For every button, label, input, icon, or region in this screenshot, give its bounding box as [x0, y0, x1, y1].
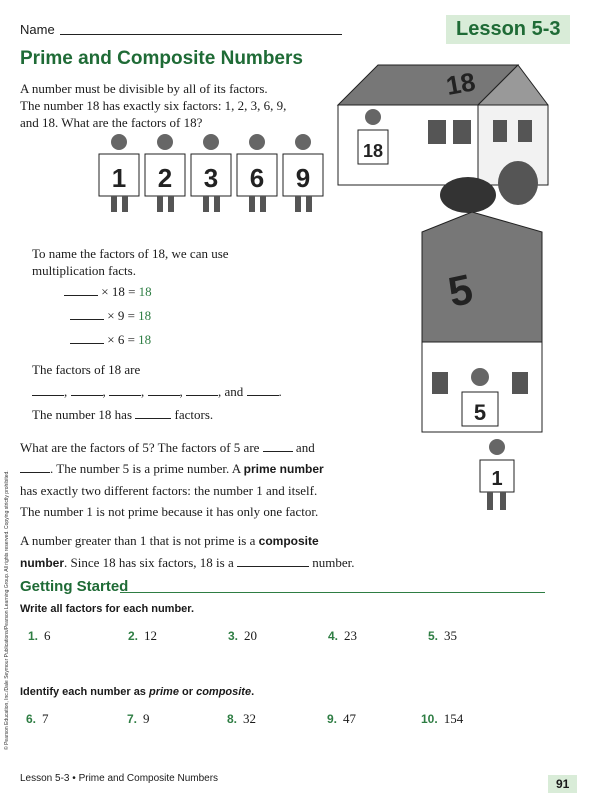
kid-card-number: 2	[157, 163, 173, 193]
mult-row	[70, 307, 151, 324]
composite-text: A number greater than 1 that is not prime is a	[20, 533, 256, 548]
problem-number: 9.	[327, 712, 338, 726]
problem-value: 6	[44, 628, 51, 643]
answer-blank[interactable]	[32, 384, 64, 396]
mult-op: × 9 =	[107, 308, 135, 323]
prime-text: What are the factors of 5? The factors of 5 are	[20, 440, 260, 455]
instruction-1: Write all factors for each number.	[20, 603, 195, 615]
footer-lesson: Lesson 5-3	[20, 773, 70, 784]
intro-line: A number must be divisible by all of its factors.	[20, 81, 268, 96]
instruction-text: .	[251, 686, 255, 698]
kid-figure	[191, 134, 231, 212]
instruction-term: prime	[148, 686, 179, 698]
problem-value: 12	[144, 628, 158, 643]
problem-value: 32	[243, 711, 257, 726]
mult-row	[64, 283, 152, 300]
kid-figure	[283, 134, 323, 212]
problem-number: 7.	[127, 712, 138, 726]
problem-number: 5.	[428, 629, 439, 643]
problem-value: 20	[244, 628, 258, 643]
mult-result: 18	[138, 308, 152, 323]
problem-item	[421, 710, 463, 728]
composite-term: composite	[258, 534, 319, 548]
answer-blank[interactable]	[148, 384, 180, 396]
mult-intro-line: To name the factors of 18, we can use	[32, 246, 229, 261]
factors-count-text: factors.	[174, 407, 214, 422]
answer-blank[interactable]	[109, 384, 141, 396]
factors-blanks-line: , , , , , and .	[32, 383, 282, 400]
problem-number: 6.	[26, 712, 37, 726]
house-card-number: 18	[362, 141, 384, 161]
factors-count-text: The number 18 has	[32, 407, 133, 422]
problem-item	[328, 627, 357, 645]
mult-result: 18	[138, 332, 152, 347]
problem-item	[227, 710, 256, 728]
kid-figure	[237, 134, 277, 212]
problem-item	[228, 627, 257, 645]
instruction-text: Identify each number as	[20, 686, 149, 698]
problem-item	[26, 710, 49, 728]
house-card-number: 5	[473, 400, 487, 425]
mult-row	[70, 331, 151, 348]
answer-blank[interactable]	[64, 284, 98, 296]
answer-blank[interactable]	[70, 332, 104, 344]
problem-number: 2.	[128, 629, 139, 643]
copyright-text: © Pearson Education, Inc./Dale Seymour Publications/Pearson Learning Group. All rights reserved. Copying strictly prohibited.	[4, 470, 10, 750]
answer-blank[interactable]	[263, 440, 293, 452]
factors-line: The factors of 18 are	[32, 362, 141, 377]
house-5-illustration	[412, 212, 552, 522]
house-roof-number: 18	[443, 66, 478, 101]
problem-item	[428, 627, 457, 645]
prime-text: has exactly two different factors: the number 1 and itself.	[20, 483, 318, 498]
factors-count-line	[32, 406, 213, 423]
composite-text: number.	[312, 555, 355, 570]
problem-item	[127, 710, 150, 728]
copyright-sidebar	[2, 460, 12, 760]
problem-number: 8.	[227, 712, 238, 726]
kid-card-number: 1	[111, 163, 127, 193]
section-rule	[120, 592, 545, 593]
problem-value: 47	[343, 711, 357, 726]
problem-number: 1.	[28, 629, 39, 643]
name-field-line[interactable]	[60, 34, 342, 35]
page-number: 91	[548, 775, 577, 793]
kid-figure	[145, 134, 185, 212]
answer-blank[interactable]	[70, 308, 104, 320]
prime-number-term: prime number	[243, 462, 324, 476]
answer-blank[interactable]	[71, 384, 103, 396]
problem-item	[327, 710, 356, 728]
problem-value: 7	[42, 711, 49, 726]
lesson-badge: Lesson 5-3	[446, 15, 570, 44]
problem-item	[28, 627, 51, 645]
intro-paragraph	[20, 80, 320, 131]
kid-card-number: 6	[249, 163, 265, 193]
mult-op: × 18 =	[101, 284, 136, 299]
kid-figure	[99, 134, 139, 212]
prime-paragraph	[20, 437, 350, 522]
answer-blank[interactable]	[135, 407, 171, 419]
problem-number: 4.	[328, 629, 339, 643]
problem-item	[128, 627, 157, 645]
kid-card-number: 9	[295, 163, 311, 193]
problem-value: 154	[443, 711, 464, 726]
and-text: , and	[218, 384, 244, 399]
getting-started-title: Getting Started	[20, 578, 129, 595]
footer-bullet: •	[72, 773, 76, 784]
prime-text: and	[295, 440, 315, 455]
answer-blank[interactable]	[237, 555, 309, 567]
intro-line: The number 18 has exactly six factors: 1, 2, 3, 6, 9,	[20, 98, 287, 113]
instruction-2	[20, 686, 254, 698]
answer-blank[interactable]	[186, 384, 218, 396]
kid-card-number: 3	[203, 163, 219, 193]
answer-blank[interactable]	[247, 384, 279, 396]
prime-text: . The number 5 is a prime number. A	[50, 461, 241, 476]
problem-value: 9	[143, 711, 150, 726]
kids-holding-factor-cards-illustration	[95, 130, 325, 220]
kid-card-number: 1	[491, 468, 503, 490]
instruction-text: or	[178, 686, 197, 698]
mult-intro-line: multiplication facts.	[32, 263, 136, 278]
composite-paragraph	[20, 530, 380, 574]
composite-term: number	[20, 556, 65, 570]
mult-op: × 6 =	[107, 332, 135, 347]
intro-line: and 18. What are the factors of 18?	[20, 115, 203, 130]
answer-blank[interactable]	[20, 461, 50, 473]
problem-value: 23	[344, 628, 358, 643]
page-title: Prime and Composite Numbers	[20, 48, 303, 69]
problem-value: 35	[444, 628, 458, 643]
house-18-illustration	[318, 55, 568, 225]
footer-label	[20, 773, 218, 784]
mult-intro	[32, 245, 229, 279]
problem-number: 3.	[228, 629, 239, 643]
mult-result: 18	[138, 284, 152, 299]
prime-text: The number 1 is not prime because it has only one factor.	[20, 504, 319, 519]
name-label: Name	[20, 22, 55, 37]
problem-number: 10.	[421, 712, 438, 726]
instruction-term: composite	[196, 686, 252, 698]
house-roof-number: 5	[444, 264, 477, 316]
footer-topic: Prime and Composite Numbers	[78, 773, 219, 784]
composite-text: . Since 18 has six factors, 18 is a	[64, 555, 234, 570]
